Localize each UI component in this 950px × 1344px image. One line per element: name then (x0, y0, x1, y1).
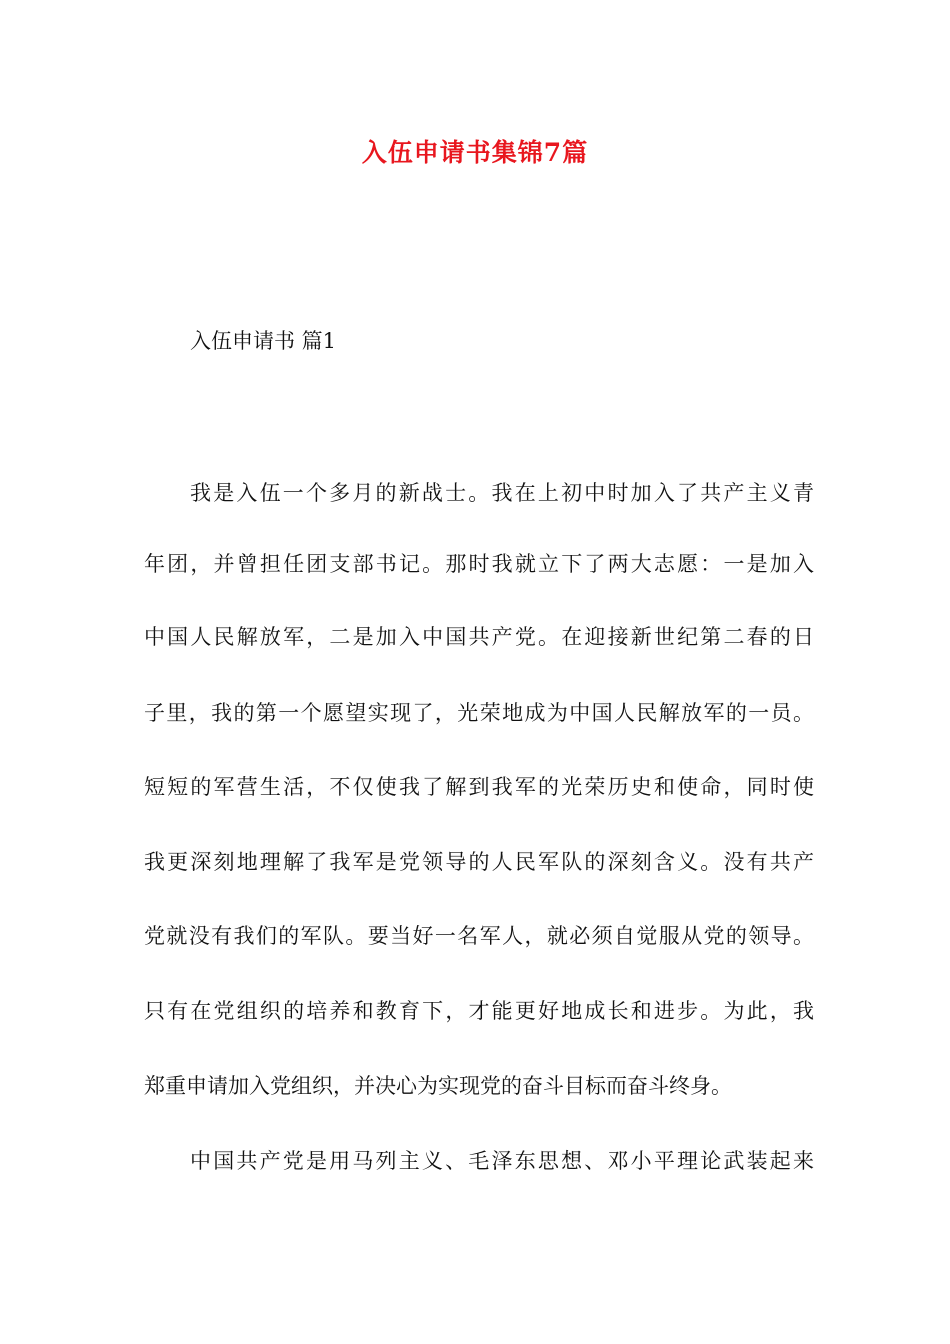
paragraph-line: 只有在党组织的培养和教育下，才能更好地成长和进步。为此，我 (144, 999, 814, 1023)
section-heading: 入伍申请书 篇1 (190, 329, 337, 353)
paragraph-line: 党就没有我们的军队。要当好一名军人，就必须自觉服从党的领导。 (144, 924, 814, 948)
paragraph-line: 短短的军营生活，不仅使我了解到我军的光荣历史和使命，同时使 (144, 775, 814, 799)
paragraph-line: 我更深刻地理解了我军是党领导的人民军队的深刻含义。没有共产 (144, 850, 814, 874)
paragraph-line: 中国共产党是用马列主义、毛泽东思想、邓小平理论武装起来 (190, 1149, 814, 1173)
paragraph-line: 郑重申请加入党组织，并决心为实现党的奋斗目标而奋斗终身。 (144, 1074, 732, 1098)
paragraph-line: 我是入伍一个多月的新战士。我在上初中时加入了共产主义青 (190, 481, 814, 505)
paragraph-line: 子里，我的第一个愿望实现了，光荣地成为中国人民解放军的一员。 (144, 701, 814, 725)
paragraph-line: 中国人民解放军，二是加入中国共产党。在迎接新世纪第二春的日 (144, 625, 814, 649)
paragraph-line: 年团，并曾担任团支部书记。那时我就立下了两大志愿：一是加入 (144, 552, 814, 576)
document-title: 入伍申请书集锦7篇 (361, 138, 589, 167)
